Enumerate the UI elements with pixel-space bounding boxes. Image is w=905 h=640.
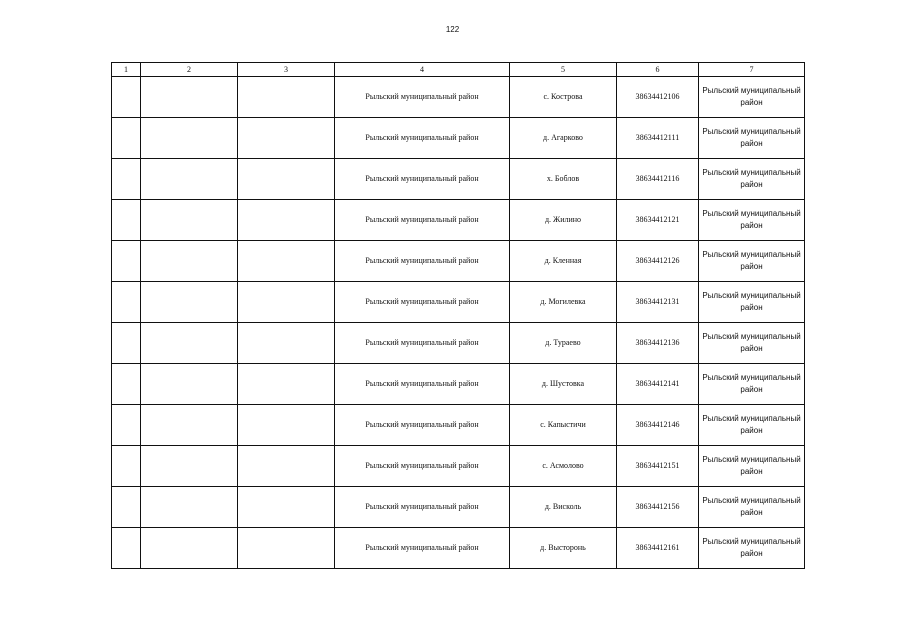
table-cell-col6: 38634412106 [617, 77, 699, 118]
table-cell-col4: Рыльский муниципальный район [335, 405, 510, 446]
table-cell-col3 [238, 528, 335, 569]
table-cell-col6: 38634412121 [617, 200, 699, 241]
table-cell-col1 [112, 405, 141, 446]
table-cell-col3 [238, 77, 335, 118]
table-row [112, 364, 805, 405]
table-cell-col4: Рыльский муниципальный район [335, 159, 510, 200]
table-row [112, 323, 805, 364]
table-cell-col1 [112, 159, 141, 200]
table-cell-col7: Рыльский муниципальный район [699, 405, 805, 446]
table-cell-col4: Рыльский муниципальный район [335, 241, 510, 282]
table-cell-col5: д. Высторонь [510, 528, 617, 569]
table-cell-col5: х. Боблов [510, 159, 617, 200]
column-header: 5 [510, 63, 617, 77]
table-cell-col1 [112, 323, 141, 364]
table-cell-col6: 38634412116 [617, 159, 699, 200]
table-cell-col6: 38634412111 [617, 118, 699, 159]
table-cell-col4: Рыльский муниципальный район [335, 323, 510, 364]
table-cell-col7: Рыльский муниципальный район [699, 77, 805, 118]
table-cell-col2 [141, 200, 238, 241]
table-cell-col2 [141, 364, 238, 405]
table-cell-col4: Рыльский муниципальный район [335, 487, 510, 528]
table-cell-col4: Рыльский муниципальный район [335, 528, 510, 569]
table-cell-col5: д. Агарково [510, 118, 617, 159]
table-cell-col1 [112, 200, 141, 241]
data-table [111, 62, 805, 569]
table-cell-col1 [112, 528, 141, 569]
table-row [112, 446, 805, 487]
table-cell-col6: 38634412136 [617, 323, 699, 364]
table-cell-col5: д. Кленная [510, 241, 617, 282]
table-cell-col6: 38634412131 [617, 282, 699, 323]
table-row [112, 405, 805, 446]
table-cell-col5: с. Кострова [510, 77, 617, 118]
table-cell-col2 [141, 118, 238, 159]
table-cell-col2 [141, 446, 238, 487]
table-cell-col3 [238, 364, 335, 405]
table-cell-col3 [238, 323, 335, 364]
table-cell-col1 [112, 487, 141, 528]
table-row [112, 159, 805, 200]
table-cell-col5: д. Шустовка [510, 364, 617, 405]
table-cell-col2 [141, 405, 238, 446]
table-cell-col7: Рыльский муниципальный район [699, 159, 805, 200]
table-cell-col5: с. Асмолово [510, 446, 617, 487]
table-cell-col3 [238, 487, 335, 528]
table-cell-col5: д. Жилино [510, 200, 617, 241]
page-number: 122 [445, 25, 460, 34]
table-cell-col2 [141, 159, 238, 200]
table-cell-col4: Рыльский муниципальный район [335, 118, 510, 159]
table-cell-col2 [141, 487, 238, 528]
table-cell-col2 [141, 323, 238, 364]
table-cell-col7: Рыльский муниципальный район [699, 528, 805, 569]
table-cell-col2 [141, 282, 238, 323]
table-row [112, 118, 805, 159]
header-row [112, 63, 805, 77]
table-cell-col7: Рыльский муниципальный район [699, 241, 805, 282]
table-row [112, 487, 805, 528]
table-cell-col6: 38634412126 [617, 241, 699, 282]
table-cell-col6: 38634412151 [617, 446, 699, 487]
column-header: 1 [112, 63, 141, 77]
table-cell-col7: Рыльский муниципальный район [699, 364, 805, 405]
table-cell-col5: д. Висколь [510, 487, 617, 528]
table-cell-col7: Рыльский муниципальный район [699, 487, 805, 528]
table-cell-col4: Рыльский муниципальный район [335, 282, 510, 323]
table-cell-col1 [112, 77, 141, 118]
table-cell-col3 [238, 159, 335, 200]
table-cell-col6: 38634412156 [617, 487, 699, 528]
table-row [112, 241, 805, 282]
table-cell-col1 [112, 282, 141, 323]
table-cell-col3 [238, 200, 335, 241]
table-row [112, 282, 805, 323]
table-cell-col6: 38634412146 [617, 405, 699, 446]
table-cell-col7: Рыльский муниципальный район [699, 282, 805, 323]
column-header: 3 [238, 63, 335, 77]
table-cell-col1 [112, 241, 141, 282]
table-row [112, 77, 805, 118]
table-cell-col3 [238, 405, 335, 446]
column-header: 6 [617, 63, 699, 77]
table-cell-col6: 38634412141 [617, 364, 699, 405]
table-cell-col7: Рыльский муниципальный район [699, 118, 805, 159]
table-cell-col3 [238, 282, 335, 323]
table-cell-col6: 38634412161 [617, 528, 699, 569]
table-cell-col1 [112, 364, 141, 405]
column-header: 7 [699, 63, 805, 77]
table-cell-col7: Рыльский муниципальный район [699, 446, 805, 487]
table-cell-col2 [141, 528, 238, 569]
table-cell-col7: Рыльский муниципальный район [699, 323, 805, 364]
table-cell-col1 [112, 118, 141, 159]
table-cell-col3 [238, 118, 335, 159]
table-cell-col4: Рыльский муниципальный район [335, 364, 510, 405]
table-cell-col3 [238, 446, 335, 487]
table-cell-col5: д. Могилевка [510, 282, 617, 323]
table-cell-col4: Рыльский муниципальный район [335, 200, 510, 241]
table-cell-col1 [112, 446, 141, 487]
column-header: 4 [335, 63, 510, 77]
table-cell-col4: Рыльский муниципальный район [335, 77, 510, 118]
table-row [112, 200, 805, 241]
table-cell-col3 [238, 241, 335, 282]
table-cell-col2 [141, 77, 238, 118]
table-cell-col4: Рыльский муниципальный район [335, 446, 510, 487]
table-row [112, 528, 805, 569]
table-cell-col2 [141, 241, 238, 282]
table-cell-col7: Рыльский муниципальный район [699, 200, 805, 241]
column-header: 2 [141, 63, 238, 77]
table-cell-col5: д. Тураево [510, 323, 617, 364]
table-cell-col5: с. Капыстичи [510, 405, 617, 446]
